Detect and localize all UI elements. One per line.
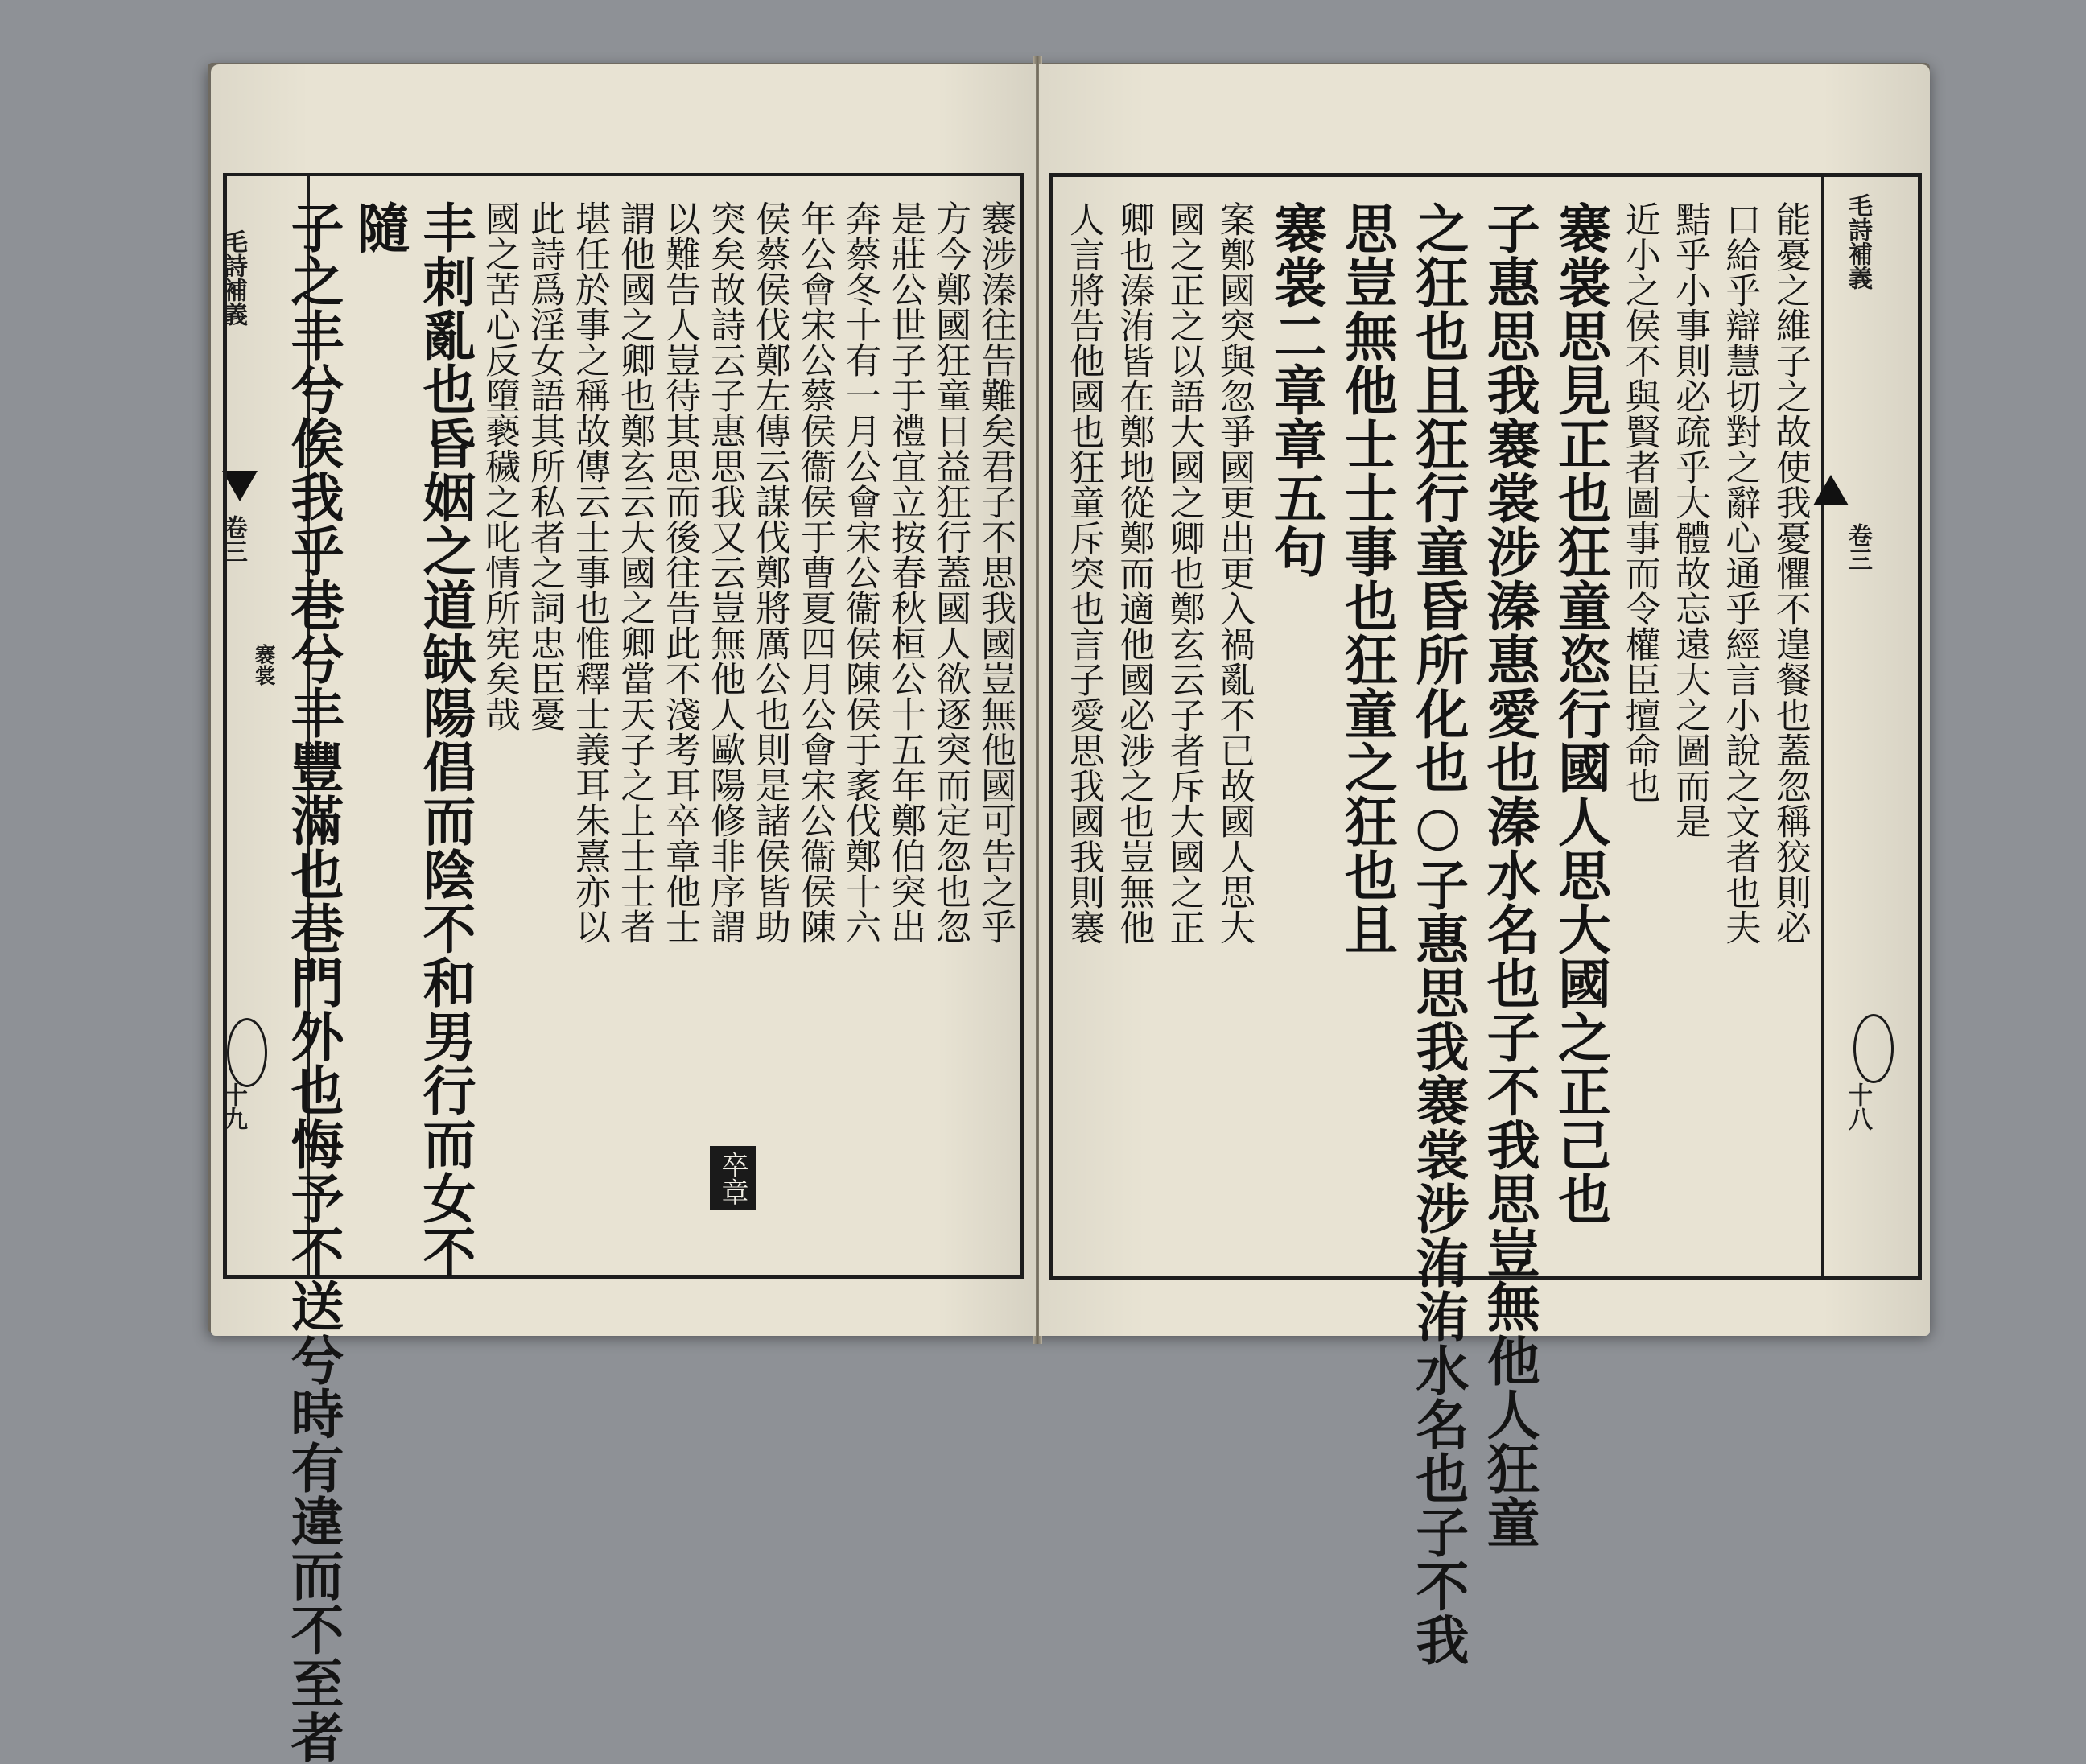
left-page-margin-folio: 十九 xyxy=(219,1082,247,1131)
text-column: 國之正之以語大國之卿也鄭玄云子者斥大國之正 xyxy=(1163,201,1205,945)
text-column: 侯蔡侯伐鄭左傳云謀伐鄭將厲公也則是諸侯皆助 xyxy=(749,200,790,944)
text-column: 國之苦心反墮褻穢之叱情所宪矣哉 xyxy=(479,200,520,732)
left-page-margin-chapter: 褰裳 xyxy=(251,644,275,686)
left-page-margin-volume: 卷三 xyxy=(219,515,247,563)
right-page-margin-folio: 十八 xyxy=(1844,1082,1872,1131)
text-column: 奔蔡冬十有一月公會宋公衞侯陳侯于袲伐鄭十六 xyxy=(839,200,880,944)
text-column: 能憂之維子之故使我憂懼不遑餐也蓋忽稱狡則必 xyxy=(1769,201,1811,945)
text-column: 堪任於事之稱故傳云士事也惟釋士義耳朱熹亦以 xyxy=(569,200,610,944)
chapter-stamp: 卒章 xyxy=(710,1146,756,1210)
text-column: 褰裳思見正也狂童恣行國人思大國之正己也 xyxy=(1548,201,1612,1226)
text-column: 黠乎小事則必疏乎大體故忘遠大之圖而是 xyxy=(1669,201,1711,839)
fish-tail-mark xyxy=(1813,475,1849,505)
text-column: 人言將告他國也狂童斥突也言子愛思我國我則褰 xyxy=(1063,201,1104,945)
left-page-margin-title: 毛詩補義 xyxy=(219,229,247,326)
text-column: 褰涉溱往告難矣君子不思我國豈無他國可告之乎 xyxy=(975,200,1016,944)
text-column: 方今鄭國狂童日益狂行蓋國人欲逐突而定忽也忽 xyxy=(930,200,971,944)
text-column: 卿也溱洧皆在鄭地從鄭而適他國必涉之也豈無他 xyxy=(1113,201,1155,945)
right-text-frame xyxy=(1049,173,1922,1667)
text-column: 褰裳二章章五句 xyxy=(1264,201,1328,579)
right-page-margin-title: 毛詩補義 xyxy=(1844,193,1872,290)
text-column: 口給乎辯慧切對之辭心通乎經言小說之文者也夫 xyxy=(1719,201,1761,945)
right-page-margin-volume: 卷三 xyxy=(1844,523,1872,571)
text-column: 之狂也且狂行童昏所化也○子惠思我褰裳涉洧洧水名也子不我 xyxy=(1406,201,1470,1667)
text-column: 案鄭國突與忽爭國更出更入禍亂不已故國人思大 xyxy=(1213,201,1255,945)
right-page xyxy=(1039,64,1930,1667)
text-column: 此詩爲淫女語其所私者之詞忠臣憂 xyxy=(524,200,565,732)
text-column: 以難告人豈待其思而後往告此不淺考耳卒章他士 xyxy=(659,200,700,944)
folio-oval-mark xyxy=(1853,1014,1894,1083)
text-column: 思豈無他士士事也狂童之狂也且 xyxy=(1335,201,1399,956)
text-column: 子惠思我褰裳涉溱惠愛也溱水名也子不我思豈無他人狂童 xyxy=(1478,201,1541,1549)
left-page xyxy=(211,64,1036,1764)
text-column: 謂他國之卿也鄭玄云大國之卿當天子之上士士者 xyxy=(614,200,655,944)
margin-rule xyxy=(1821,177,1824,1276)
text-column: 是莊公世子于禮宜立按春秋桓公十五年鄭伯突出 xyxy=(884,200,926,944)
text-column: 隨 xyxy=(348,200,410,254)
text-column: 年公會宋公蔡侯衞侯于曹夏四月公會宋公衞侯陳 xyxy=(794,200,835,944)
text-column: 丰刺亂也昏姻之道缺陽倡而陰不和男行而女不 xyxy=(414,200,476,1279)
text-column: 近小之侯不與賢者圖事而令權臣擅命也 xyxy=(1618,201,1660,803)
text-column: 突矣故詩云子惠思我又云豈無他人歐陽修非序謂 xyxy=(704,200,745,944)
left-text-frame xyxy=(219,173,1024,1764)
text-column: 子之丰兮俟我乎巷兮丰豐滿也巷門外也悔予不送兮時有違而不至者 xyxy=(282,200,344,1764)
